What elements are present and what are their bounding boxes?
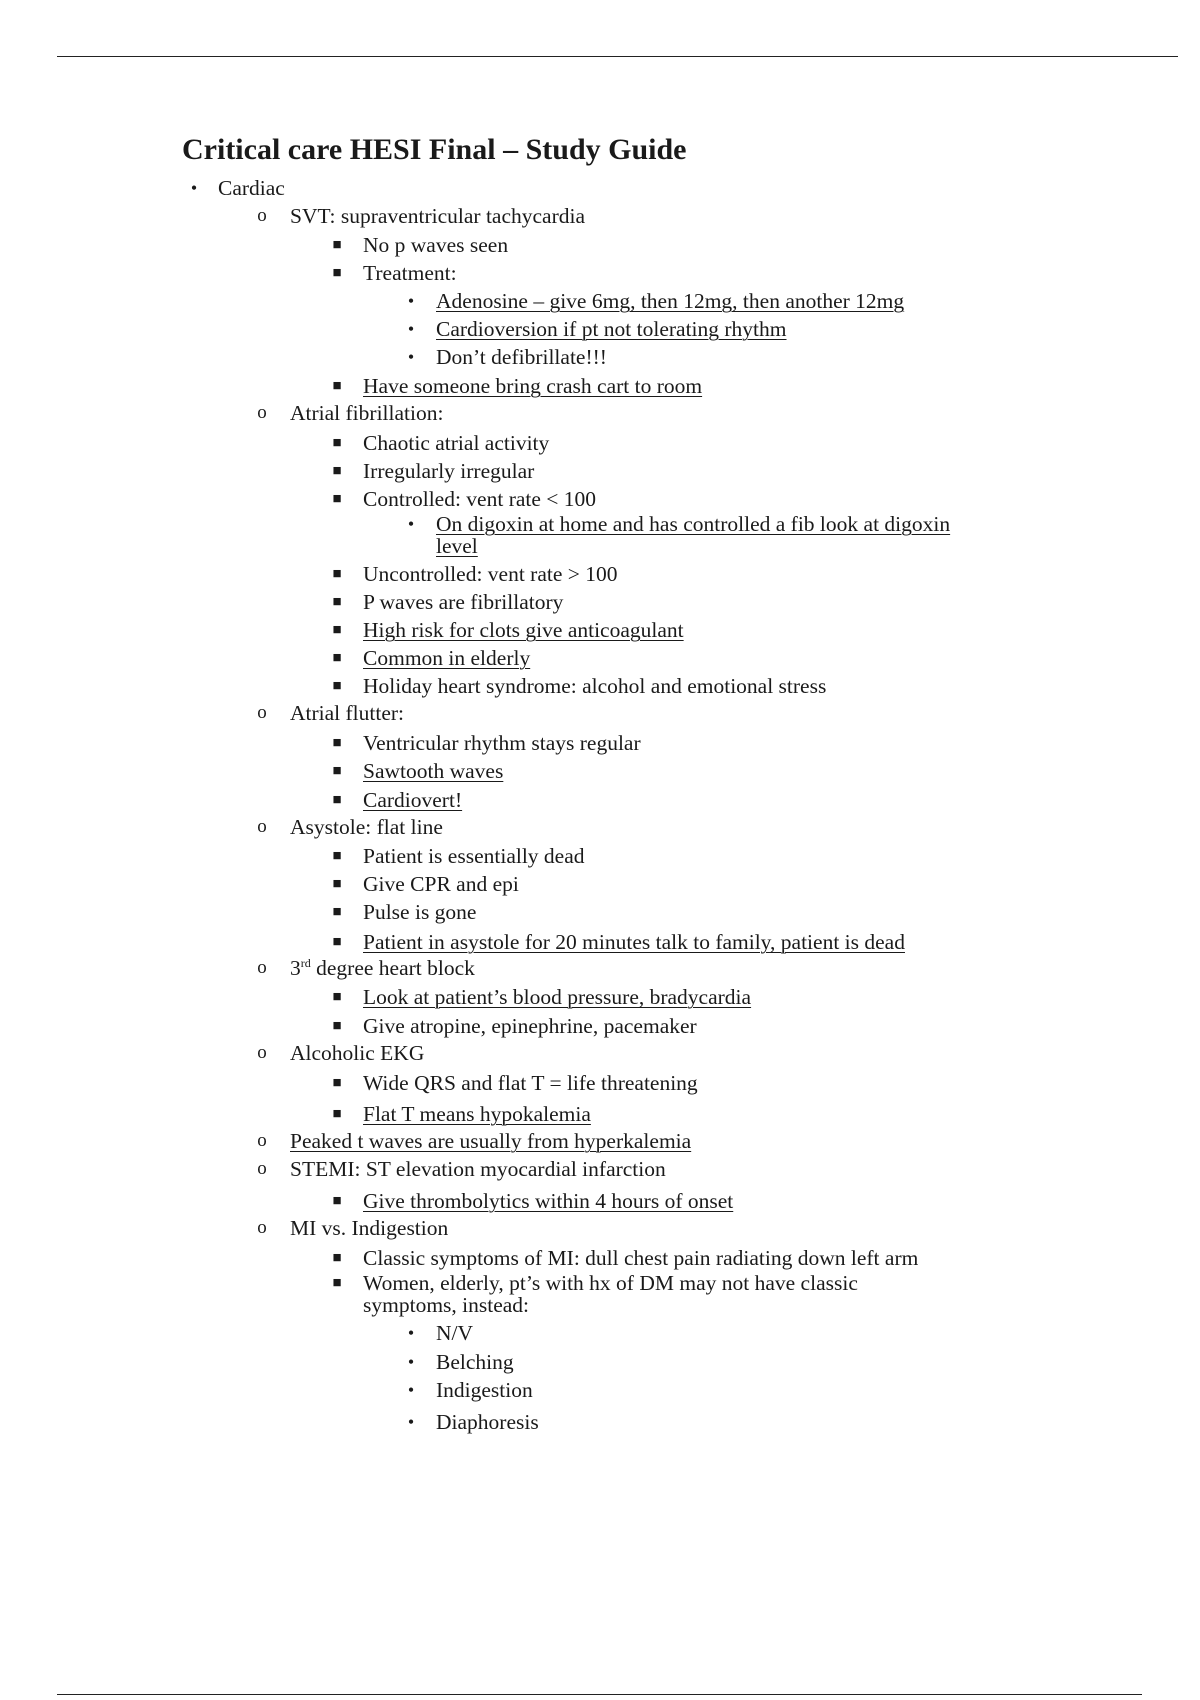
list-item xyxy=(407,345,607,369)
item-text: Adenosine – give 6mg, then 12mg, then another 12mg xyxy=(436,289,905,313)
circle-marker: o xyxy=(257,205,267,226)
list-item xyxy=(332,487,597,511)
list-item xyxy=(332,459,535,483)
list-item xyxy=(332,261,457,285)
bullet-marker: • xyxy=(407,319,415,339)
page-title: Critical care HESI Final – Study Guide xyxy=(182,133,687,166)
list-item xyxy=(407,1410,539,1434)
square-marker: ■ xyxy=(332,265,342,281)
item-text: Classic symptoms of MI: dull chest pain radiating down left arm xyxy=(363,1246,919,1270)
circle-marker: o xyxy=(257,1217,267,1238)
square-marker: ■ xyxy=(332,763,342,779)
square-marker: ■ xyxy=(332,904,342,920)
square-marker: ■ xyxy=(332,566,342,582)
list-item xyxy=(332,1014,697,1038)
item-text: Peaked t waves are usually from hyperkalemia xyxy=(290,1129,692,1153)
bullet-marker: • xyxy=(407,291,415,311)
item-text: MI vs. Indigestion xyxy=(290,1216,449,1240)
list-item-asystole xyxy=(257,815,443,839)
circle-marker: o xyxy=(257,957,267,978)
item-text: No p waves seen xyxy=(363,233,509,257)
square-marker: ■ xyxy=(332,622,342,638)
list-item xyxy=(332,1271,858,1295)
bullet-marker: • xyxy=(407,1412,415,1432)
list-item xyxy=(332,900,477,924)
list-item xyxy=(332,590,564,614)
item-text: Look at patient’s blood pressure, bradycardia xyxy=(363,985,752,1009)
heading-rest: degree heart block xyxy=(310,956,475,980)
item-text: Holiday heart syndrome: alcohol and emotional stress xyxy=(363,674,827,698)
item-text: Treatment: xyxy=(363,261,457,285)
list-item xyxy=(332,930,905,954)
list-item-stemi xyxy=(257,1157,666,1181)
circle-marker: o xyxy=(257,702,267,723)
item-text: Atrial flutter: xyxy=(290,701,405,725)
circle-marker: o xyxy=(257,402,267,423)
square-marker: ■ xyxy=(332,435,342,451)
item-text: level xyxy=(436,534,478,558)
list-item xyxy=(407,1321,474,1345)
square-marker: ■ xyxy=(332,378,342,394)
square-marker: ■ xyxy=(332,1018,342,1034)
header-rule xyxy=(57,56,1178,57)
footer-rule xyxy=(57,1694,1142,1695)
item-text: Belching xyxy=(436,1350,514,1374)
square-marker: ■ xyxy=(332,594,342,610)
list-item-mi xyxy=(257,1216,449,1240)
list-item-aflutter xyxy=(257,701,405,725)
square-marker: ■ xyxy=(332,491,342,507)
item-text: Cardioversion if pt not tolerating rhythm xyxy=(436,317,787,341)
item-text: Sawtooth waves xyxy=(363,759,504,783)
list-item xyxy=(332,618,684,642)
item-text: Indigestion xyxy=(436,1378,533,1402)
bullet-marker: • xyxy=(407,347,415,367)
list-item xyxy=(332,1189,734,1213)
circle-marker: o xyxy=(257,816,267,837)
list-item-svt xyxy=(257,204,586,228)
square-marker: ■ xyxy=(332,848,342,864)
item-text: SVT: supraventricular tachycardia xyxy=(290,204,586,228)
list-item-heart-block xyxy=(257,955,475,980)
item-text: P waves are fibrillatory xyxy=(363,590,564,614)
section-label: Cardiac xyxy=(218,176,285,200)
circle-marker: o xyxy=(257,1130,267,1151)
item-text: Wide QRS and flat T = life threatening xyxy=(363,1071,698,1095)
square-marker: ■ xyxy=(332,1250,342,1266)
bullet-marker: • xyxy=(190,178,198,198)
item-text: Ventricular rhythm stays regular xyxy=(363,731,641,755)
item-text: symptoms, instead: xyxy=(363,1293,530,1317)
item-text: Chaotic atrial activity xyxy=(363,431,550,455)
list-item xyxy=(407,512,951,536)
square-marker: ■ xyxy=(332,989,342,1005)
list-item xyxy=(332,844,585,868)
list-item xyxy=(407,1350,514,1374)
list-item xyxy=(332,985,752,1009)
list-item xyxy=(332,233,509,257)
ordinal-suffix: rd xyxy=(300,955,311,970)
item-text: Atrial fibrillation: xyxy=(290,401,444,425)
list-item xyxy=(332,374,703,398)
item-text: Controlled: vent rate < 100 xyxy=(363,487,597,511)
square-marker: ■ xyxy=(332,934,342,950)
list-item xyxy=(332,431,550,455)
list-item xyxy=(332,646,531,670)
list-item-alcoholic-ekg xyxy=(257,1041,425,1065)
ordinal-number: 3 xyxy=(290,956,301,980)
square-marker: ■ xyxy=(332,1275,342,1291)
list-item xyxy=(332,674,827,698)
item-text: N/V xyxy=(436,1321,474,1345)
item-text: High risk for clots give anticoagulant xyxy=(363,618,684,642)
bullet-marker: • xyxy=(407,514,415,534)
bullet-marker: • xyxy=(407,1352,415,1372)
item-text: STEMI: ST elevation myocardial infarction xyxy=(290,1157,666,1181)
list-item xyxy=(332,1071,698,1095)
square-marker: ■ xyxy=(332,463,342,479)
list-item-continued xyxy=(363,1294,529,1316)
list-item xyxy=(332,1246,919,1270)
bullet-marker: • xyxy=(407,1380,415,1400)
item-text: Don’t defibrillate!!! xyxy=(436,345,607,369)
list-item xyxy=(332,759,504,783)
item-text: Cardiovert! xyxy=(363,788,463,812)
item-text xyxy=(290,956,475,980)
list-item-afib xyxy=(257,401,444,425)
item-text: Irregularly irregular xyxy=(363,459,535,483)
square-marker: ■ xyxy=(332,650,342,666)
circle-marker: o xyxy=(257,1042,267,1063)
item-text: Patient in asystole for 20 minutes talk to family, patient is dead xyxy=(363,930,905,954)
square-marker: ■ xyxy=(332,735,342,751)
item-text: Pulse is gone xyxy=(363,900,477,924)
item-text: Have someone bring crash cart to room xyxy=(363,374,703,398)
item-text: Flat T means hypokalemia xyxy=(363,1102,591,1126)
list-item-cardiac xyxy=(190,176,285,200)
list-item xyxy=(332,731,641,755)
square-marker: ■ xyxy=(332,678,342,694)
square-marker: ■ xyxy=(332,237,342,253)
list-item-continued xyxy=(436,535,478,557)
item-text: Give CPR and epi xyxy=(363,872,519,896)
circle-marker: o xyxy=(257,1158,267,1179)
item-text: Common in elderly xyxy=(363,646,531,670)
list-item xyxy=(332,788,463,812)
list-item xyxy=(407,317,787,341)
item-text: Asystole: flat line xyxy=(290,815,443,839)
bullet-marker: • xyxy=(407,1323,415,1343)
square-marker: ■ xyxy=(332,876,342,892)
item-text: Patient is essentially dead xyxy=(363,844,585,868)
list-item xyxy=(332,1102,591,1126)
item-text: On digoxin at home and has controlled a fib look at digoxin xyxy=(436,512,951,536)
item-text: Uncontrolled: vent rate > 100 xyxy=(363,562,618,586)
square-marker: ■ xyxy=(332,1193,342,1209)
list-item-peaked-t xyxy=(257,1129,692,1153)
item-text: Give atropine, epinephrine, pacemaker xyxy=(363,1014,697,1038)
list-item xyxy=(332,872,519,896)
item-text: Women, elderly, pt’s with hx of DM may not have classic xyxy=(363,1271,858,1295)
item-text: Give thrombolytics within 4 hours of onset xyxy=(363,1189,734,1213)
square-marker: ■ xyxy=(332,1106,342,1122)
list-item xyxy=(407,1378,533,1402)
square-marker: ■ xyxy=(332,1075,342,1091)
list-item xyxy=(407,289,905,313)
item-text: Alcoholic EKG xyxy=(290,1041,425,1065)
item-text: Diaphoresis xyxy=(436,1410,539,1434)
square-marker: ■ xyxy=(332,792,342,808)
list-item xyxy=(332,562,618,586)
